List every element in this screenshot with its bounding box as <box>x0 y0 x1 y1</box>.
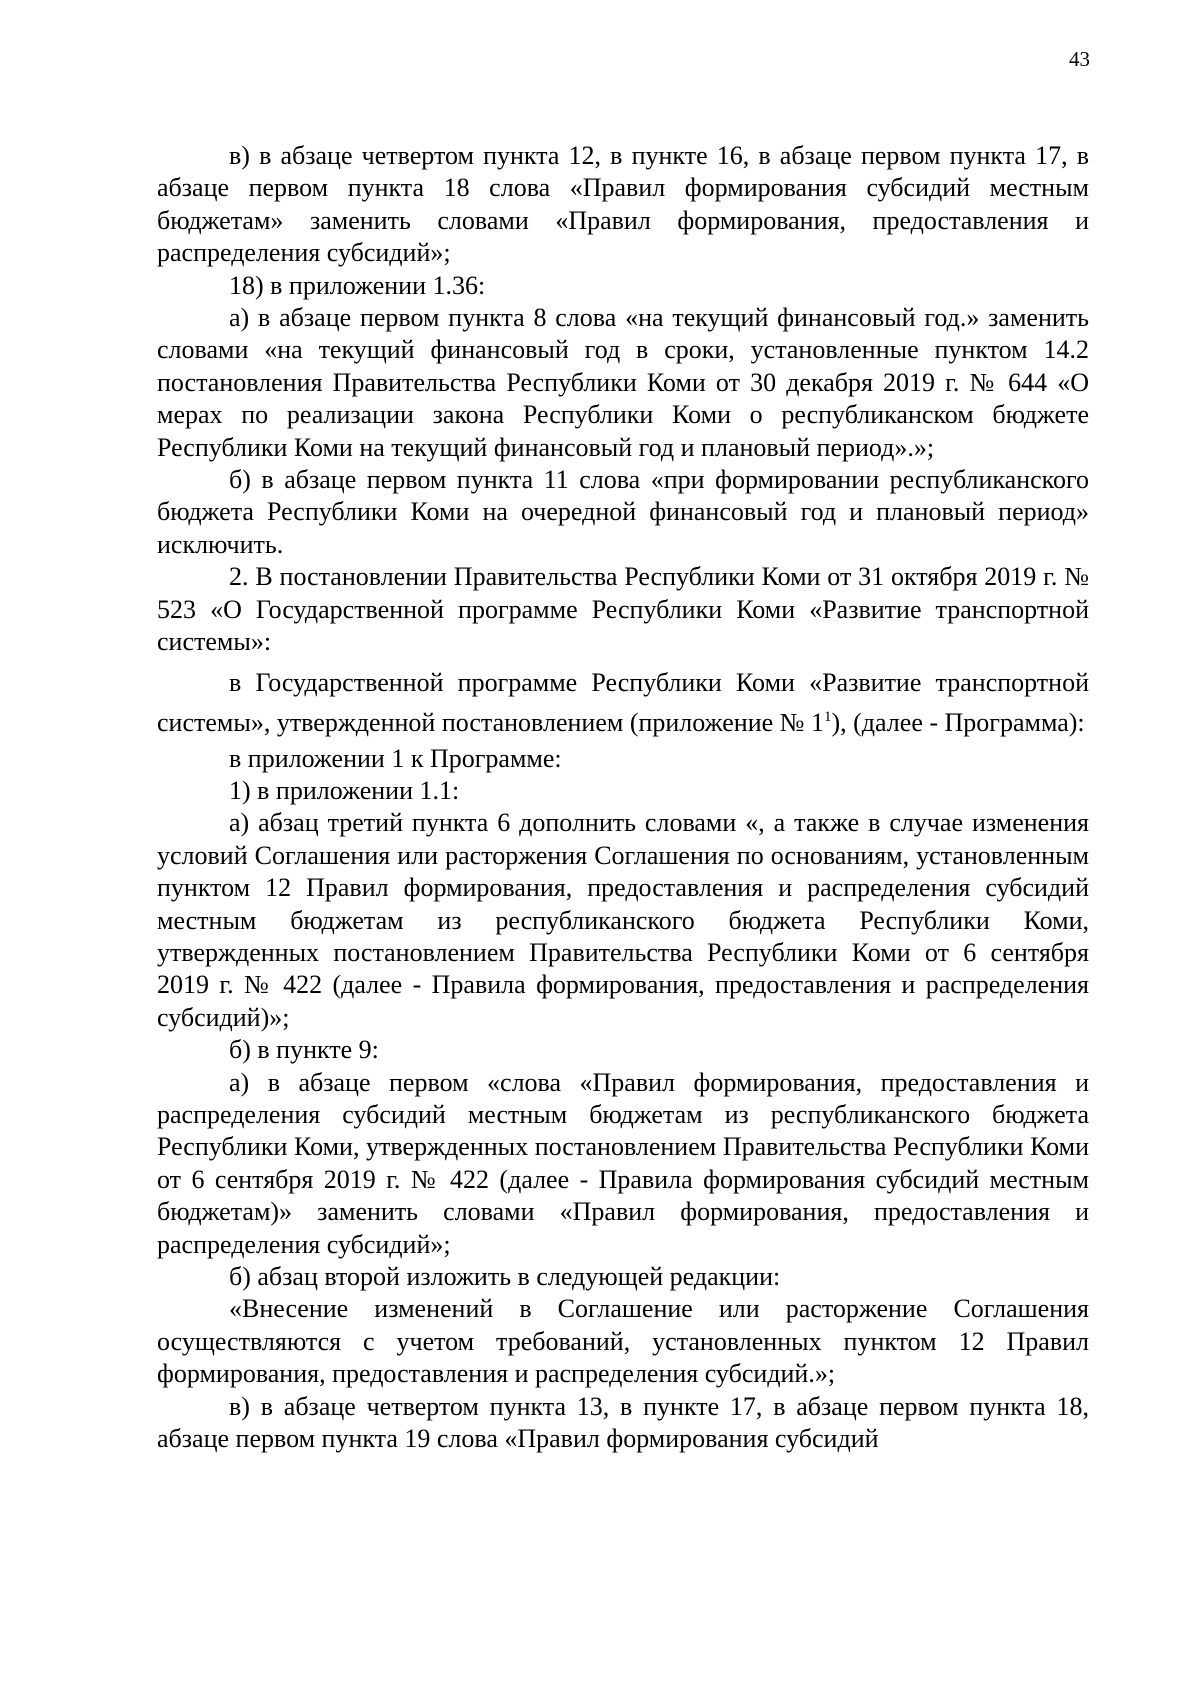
program-text-before: в Государственной программе Республики Коми «Развитие транспортной системы», утвержденной постановлением (приложение № 1 <box>157 667 1089 737</box>
program-text-after: ), (далее - Программа): <box>831 707 1085 737</box>
paragraph-item-b-second-paragraph: б) абзац второй изложить в следующей редакции: <box>229 1262 781 1291</box>
paragraph-appendix-1-program: в приложении 1 к Программе: <box>229 743 562 773</box>
document-body <box>157 140 1089 1455</box>
paragraph-item-v-subsidies-rules: в) в абзаце четвертом пункта 12, в пункте 16, в абзаце первом пункта 17, в абзаце первом пункта 18 слова «Правил формирования субсидий местным бюджетам» заменить словами «Правил формирования, предоставления и распределения субсидий»; <box>157 141 1089 268</box>
page-number: 43 <box>1069 47 1090 71</box>
paragraph-item-a-first-paragraph: а) в абзаце первом «слова «Правил формирования, предоставления и распределения субсидий местным бюджетам из республиканского бюджета Республики Коми, утвержденных постановлением Правительства Республики Коми от 6 сентября 2019 г. № 422 (далее - Правила формирования субсидий местным бюджетам)» заменить словами «Правил формирования, предоставления и распределения субсидий»; <box>157 1067 1089 1259</box>
paragraph-appendix-1-1: 1) в приложении 1.1: <box>229 775 460 805</box>
paragraph-appendix-1-36: 18) в приложении 1.36: <box>229 270 486 300</box>
paragraph-state-program <box>157 663 1089 743</box>
paragraph-item-b-point-9: б) в пункте 9: <box>229 1035 379 1065</box>
paragraph-quoted-amendment: «Внесение изменений в Соглашение или расторжение Соглашения осуществляются с учетом требований, установленных пунктом 12 Правил формирования, предоставления и распределения субсидий.»; <box>157 1294 1089 1389</box>
paragraph-item-a-point-6: а) абзац третий пункта 6 дополнить словами «, а также в случае изменения условий Соглашения или расторжения Соглашения по основаниям, установленным пунктом 12 Правил формирования, предоставления и распределения субсидий местным бюджетам из республиканского бюджета Республики Коми, утвержденных постановлением Правительства Республики Коми от 6 сентября 2019 г. № 422 (далее - Правила формирования, предоставления и распределения субсидий)»; <box>157 808 1089 1032</box>
paragraph-resolution-523: 2. В постановлении Правительства Республики Коми от 31 октября 2019 г. № 523 «О Государственной программе Республики Коми «Развитие транспортной системы»: <box>157 562 1089 657</box>
paragraph-item-v-point-13: в) в абзаце четвертом пункта 13, в пункте 17, в абзаце первом пункта 18, абзаце первом пункта 19 слова «Правил формирования субсидий <box>157 1391 1089 1454</box>
footnote-superscript: 1 <box>823 708 832 725</box>
paragraph-item-b-point-11: б) в абзаце первом пункта 11 слова «при формировании республиканского бюджета Республики Коми на очередной финансовый год и плановый период» исключить. <box>157 465 1089 559</box>
paragraph-item-a-point-8: а) в абзаце первом пункта 8 слова «на текущий финансовый год.» заменить словами «на текущий финансовый год в сроки, установленные пунктом 14.2 постановления Правительства Республики Коми от 30 декабря 2019 г. № 644 «О мерах по реализации закона Республики Коми о республиканском бюджете Республики Коми на текущий финансовый год и плановый период».»; <box>157 303 1089 462</box>
